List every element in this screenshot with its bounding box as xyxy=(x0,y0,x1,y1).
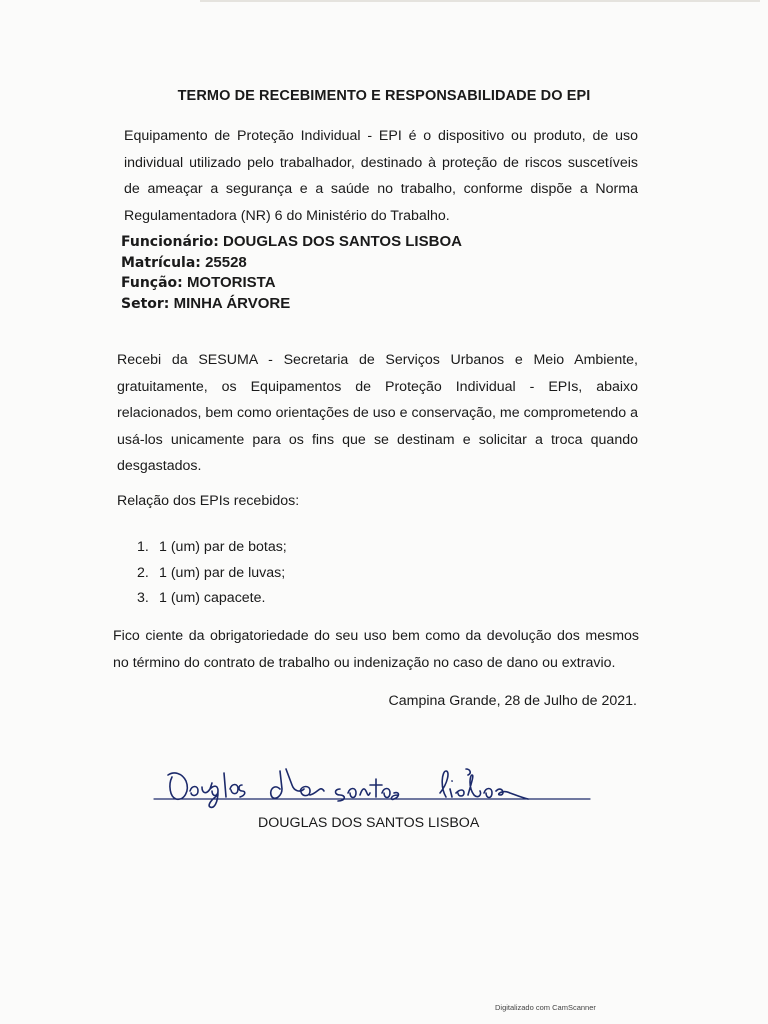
document-title: TERMO DE RECEBIMENTO E RESPONSABILIDADE DO EPI xyxy=(177,88,591,104)
employee-sector-label: Setor: xyxy=(121,295,170,312)
place-date: Campina Grande, 28 de Julho de 2021. xyxy=(388,693,637,709)
declaration-paragraph: Recebi da SESUMA - Secretaria de Serviços Urbanos e Meio Ambiente, gratuitamente, os Equipamentos de Proteção Individual - EPIs, abaixo relacionados, bem como orientações de uso e conservação, me comprometendo a usá-los unicamente para os fins que se destinam e solicitar a troca quando desgastados. xyxy=(117,352,638,474)
employee-sector-row xyxy=(121,294,462,315)
employee-registration-row xyxy=(121,253,462,274)
employee-role-label: Função: xyxy=(121,275,183,291)
list-item-number: 1. xyxy=(137,539,149,555)
list-item xyxy=(137,586,287,612)
employee-info xyxy=(121,232,462,314)
epi-list-heading: Relação dos EPIs recebidos: xyxy=(117,493,300,509)
employee-name-label: Funcionário: xyxy=(121,234,219,250)
employee-name-value: DOUGLAS DOS SANTOS LISBOA xyxy=(223,233,462,250)
camscanner-footer: Digitalizado com CamScanner xyxy=(495,1003,596,1012)
closing-paragraph: Fico ciente da obrigatoriedade do seu uso bem como da devolução dos mesmos no término do contrato de trabalho ou indenização no caso de dano ou extravio. xyxy=(113,628,639,671)
employee-registration-label: Matrícula: xyxy=(121,254,201,271)
list-item-number: 2. xyxy=(137,564,149,581)
list-item-number: 3. xyxy=(137,590,149,606)
list-item-text: 1 (um) par de botas; xyxy=(159,539,287,555)
list-item xyxy=(137,535,287,561)
employee-registration-value: 25528 xyxy=(205,253,247,271)
employee-role-value: MOTORISTA xyxy=(186,274,276,291)
list-item xyxy=(137,561,287,587)
employee-name-row xyxy=(121,232,462,253)
list-item-text: 1 (um) capacete. xyxy=(159,590,266,606)
list-item-text: 1 (um) par de luvas; xyxy=(159,564,286,581)
scan-edge xyxy=(200,0,760,2)
employee-role-row xyxy=(121,273,462,294)
signer-name: DOUGLAS DOS SANTOS LISBOA xyxy=(258,815,480,831)
intro-paragraph: Equipamento de Proteção Individual - EPI é o dispositivo ou produto, de uso individual utilizado pelo trabalhador, destinado à proteção de riscos suscetíveis de ameaçar a segurança e a saúde no trabalho, conforme dispõe a Norma Regulamentadora (NR) 6 do Ministério do Trabalho. xyxy=(124,128,638,224)
handwritten-signature xyxy=(150,755,600,815)
employee-sector-value: MINHA ÁRVORE xyxy=(173,294,291,312)
epi-list xyxy=(137,535,287,612)
